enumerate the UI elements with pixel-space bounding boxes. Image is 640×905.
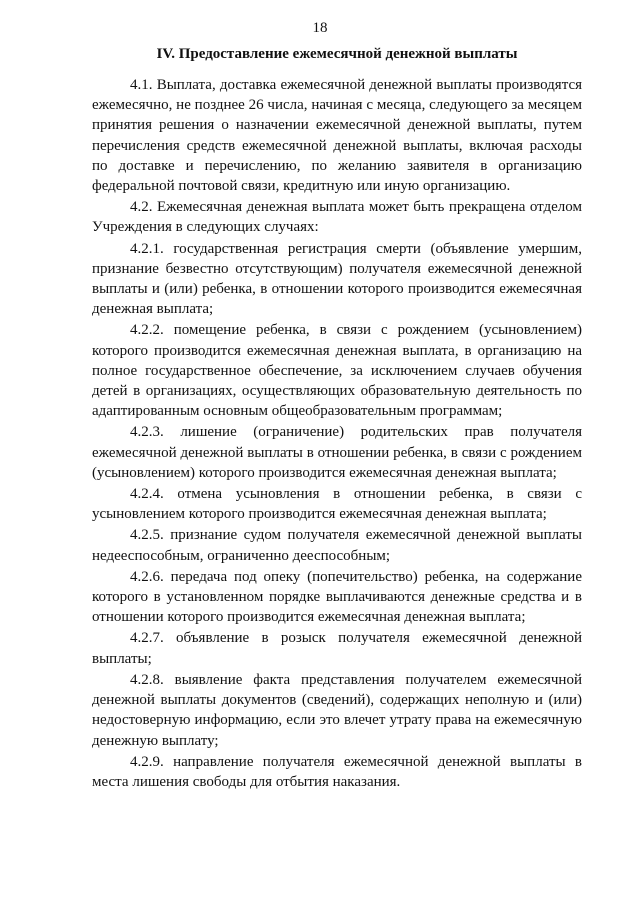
section-body (92, 75, 582, 792)
paragraph-4-2: 4.2. Ежемесячная денежная выплата может быть прекращена отделом Учреждения в следующих случаях: (92, 199, 582, 236)
paragraph-4-2-8: 4.2.8. выявление факта представления получателем ежемесячной денежной выплаты документов (сведений), содержащих неполную и (или) недостоверную информацию, если это влечет утрату права на ежемесячную денежную выплату; (92, 671, 582, 749)
paragraph-4-2-3: 4.2.3. лишение (ограничение) родительских прав получателя ежемесячной денежной выплаты в отношении ребенка, в связи с рождением (усыновлением) которого производится ежемесячная денежная выплата; (92, 424, 582, 481)
section-title: IV. Предоставление ежемесячной денежной выплаты (156, 46, 518, 62)
paragraph-4-2-5: 4.2.5. признание судом получателя ежемесячной денежной выплаты недееспособным, ограниченно дееспособным; (92, 527, 582, 564)
paragraph-4-2-2: 4.2.2. помещение ребенка, в связи с рождением (усыновлением) которого производится ежемесячная денежная выплата, в организацию на полное государственное обеспечение, за исключением случаев обучения детей в организациях, осуществляющих образовательную деятельность по адаптированным основным общеобразовательным программам; (92, 322, 582, 420)
paragraph-4-2-4: 4.2.4. отмена усыновления в отношении ребенка, в связи с усыновлением которого производится ежемесячная денежная выплата; (92, 486, 582, 523)
paragraph-4-2-6: 4.2.6. передача под опеку (попечительство) ребенка, на содержание которого в установленном порядке выплачиваются денежные средства и в отношении которого производится ежемесячная денежная выплата; (92, 568, 582, 626)
paragraph-4-1: 4.1. Выплата, доставка ежемесячной денежной выплаты производятся ежемесячно, не позднее 26 числа, начиная с месяца, следующего за месяцем принятия решения о назначении ежемесячной денежной выплаты, путем перечисления средств ежемесячной денежной выплаты, включая расходы по доставке и перечислению, по желанию заявителя в организацию федеральной почтовой связи, кредитную или иную организацию. (92, 77, 582, 195)
paragraph-4-2-1: 4.2.1. государственная регистрация смерти (объявление умершим, признание безвестно отсутствующим) получателя ежемесячной денежной выплаты и (или) ребенка, в отношении которого производится ежемесячная денежная выплата; (92, 240, 582, 318)
page-number: 18 (312, 20, 328, 36)
paragraph-4-2-7: 4.2.7. объявление в розыск получателя ежемесячной денежной выплаты; (92, 630, 582, 667)
paragraph-4-2-9: 4.2.9. направление получателя ежемесячной денежной выплаты в места лишения свободы для отбытия наказания. (92, 753, 582, 790)
